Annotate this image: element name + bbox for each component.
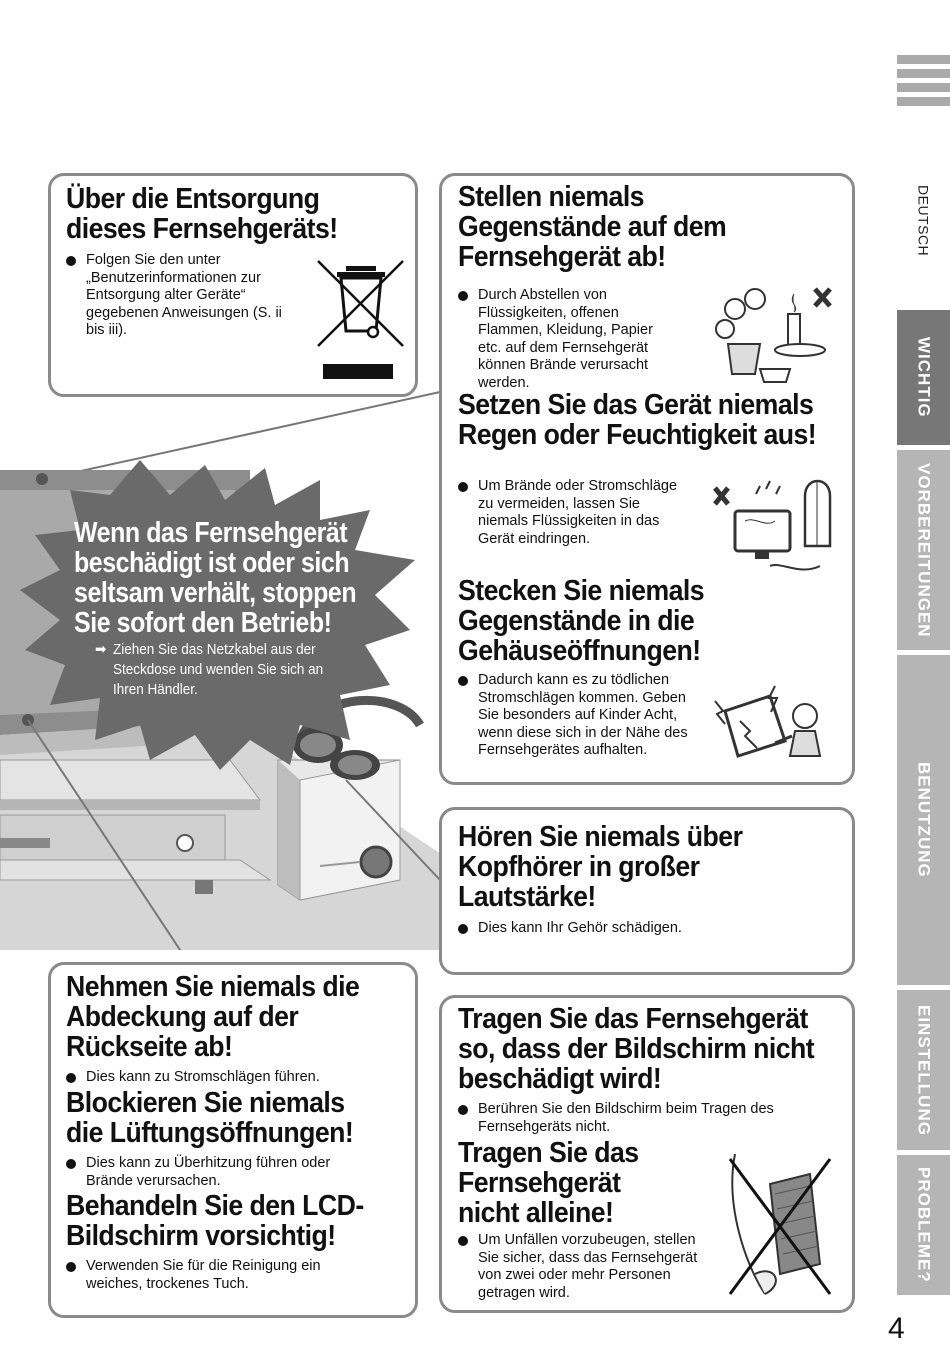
title-line: Setzen Sie das Gerät niemals [458,389,814,421]
title-line: Fernsehgerät [458,1167,621,1199]
headphones-text: Dies kann Ihr Gehör schädigen. [458,920,838,938]
carry-text: Berühren Sie den Bildschirm beim Tragen des Fernsehgeräts nicht. [458,1101,838,1136]
vents-text: Dies kann zu Überhitzung führen oder Brände verursachen. [66,1155,376,1190]
safety-box-bottom-left [48,962,418,1318]
title-line: Gehäuseöffnungen! [458,635,701,667]
vents-title [66,1088,353,1148]
objects-title [458,182,726,272]
warning-instruction [95,640,329,700]
page-number: 4 [888,1312,905,1345]
flowers-candle-illustration [710,284,840,389]
title-line: Gegenstände auf dem [458,211,727,243]
disposal-title [66,184,338,244]
warning-title-line: Wenn das Fernsehgerät [74,517,348,549]
headphones-title [458,822,742,912]
safety-box-top-right [439,173,855,785]
rain-title [458,390,816,450]
tab-label: PROBLEME? [914,1167,934,1283]
tab-probleme[interactable] [897,1155,950,1295]
lcd-title [66,1191,364,1251]
electric-shock-child-illustration [710,681,840,771]
lcd-text: Verwenden Sie für die Reinigung ein weiches, trockenes Tuch. [66,1258,376,1293]
openings-text: Dadurch kann es zu tödlichen Stromschlägen kommen. Geben Sie besonders auf Kinder Acht, wenn diese sich in der Nähe des Fernsehgerätes aufhalten. [458,672,693,760]
warning-title-line: Sie sofort den Betrieb! [74,607,332,639]
title-line: Fernsehgerät ab! [458,241,666,273]
title-line: Stellen niemals [458,181,644,213]
headphones-box [439,807,855,975]
tab-label: EINSTELLUNG [914,1004,934,1136]
title-line: Bildschirm vorsichtig! [66,1220,336,1252]
warning-title-line: seltsam verhält, stoppen [74,577,357,609]
carry-title [458,1004,814,1094]
carry-box [439,995,855,1313]
title-line: die Lüftungsöffnungen! [66,1117,354,1149]
warning-title [74,518,356,638]
carry-alone-text: Um Unfällen vorzubeugen, stellen Sie sicher, dass das Fernsehgerät von zwei oder mehr Personen getragen wird. [458,1232,698,1302]
language-label [897,185,950,275]
title-line: Nehmen Sie niemals die [66,971,360,1003]
title-line: dieses Fernsehgeräts! [66,213,338,245]
rain-text: Um Brände oder Stromschläge zu vermeiden, lassen Sie niemals Flüssigkeiten in das Gerät eindringen. [458,478,678,548]
tab-einstellung[interactable] [897,990,950,1150]
carry-alone-crossed-illustration [725,1144,840,1304]
title-line: Über die Entsorgung [66,183,320,215]
title-line: Regen oder Feuchtigkeit aus! [458,419,817,451]
openings-title [458,576,704,666]
title-line: Gegenstände in die [458,605,695,637]
cover-text: Dies kann zu Stromschlägen führen. [66,1069,406,1087]
title-line: Abdeckung auf der [66,1001,299,1033]
title-line: Lautstärke! [458,881,596,913]
rain-window-illustration [710,466,840,578]
tab-label: WICHTIG [914,337,934,418]
disposal-text: Folgen Sie den unter „Benutzerinformationen zur Entsorgung alter Geräte“ gegebenen Anweisungen (S. ii bis iii). [66,252,286,340]
warning-title-line: beschädigt ist oder sich [74,547,350,579]
title-line: Hören Sie niemals über [458,821,743,853]
tab-label: BENUTZUNG [914,762,934,878]
title-line: beschädigt wird! [458,1063,662,1095]
title-line: so, dass der Bildschirm nicht [458,1033,815,1065]
top-stripes [897,55,950,106]
title-line: Blockieren Sie niemals [66,1087,345,1119]
tab-wichtig[interactable] [897,310,950,445]
title-line: Kopfhörer in großer [458,851,700,883]
objects-text: Durch Abstellen von Flüssigkeiten, offenen Flammen, Kleidung, Papier etc. auf dem Fernsehgerät können Brände verursacht werden. [458,287,678,392]
title-line: nicht alleine! [458,1197,614,1229]
title-line: Rückseite ab! [66,1031,233,1063]
disposal-box [48,173,418,397]
title-line: Tragen Sie das Fernsehgerät [458,1003,808,1035]
crossed-bin-icon [313,256,408,381]
tab-benutzung[interactable] [897,655,950,985]
carry-alone-title [458,1138,639,1228]
cover-title [66,972,359,1062]
title-line: Tragen Sie das [458,1137,639,1169]
warning-instruction-text: Ziehen Sie das Netzkabel aus der Steckdose und wenden Sie sich an Ihren Händler. [113,641,324,698]
tab-label: VORBEREITUNGEN [914,462,934,638]
tab-vorbereitungen[interactable] [897,450,950,650]
title-line: Behandeln Sie den LCD- [66,1190,364,1222]
language-text: DEUTSCH [915,185,932,257]
title-line: Stecken Sie niemals [458,575,705,607]
arrow-right-icon: ➡ [95,641,107,658]
